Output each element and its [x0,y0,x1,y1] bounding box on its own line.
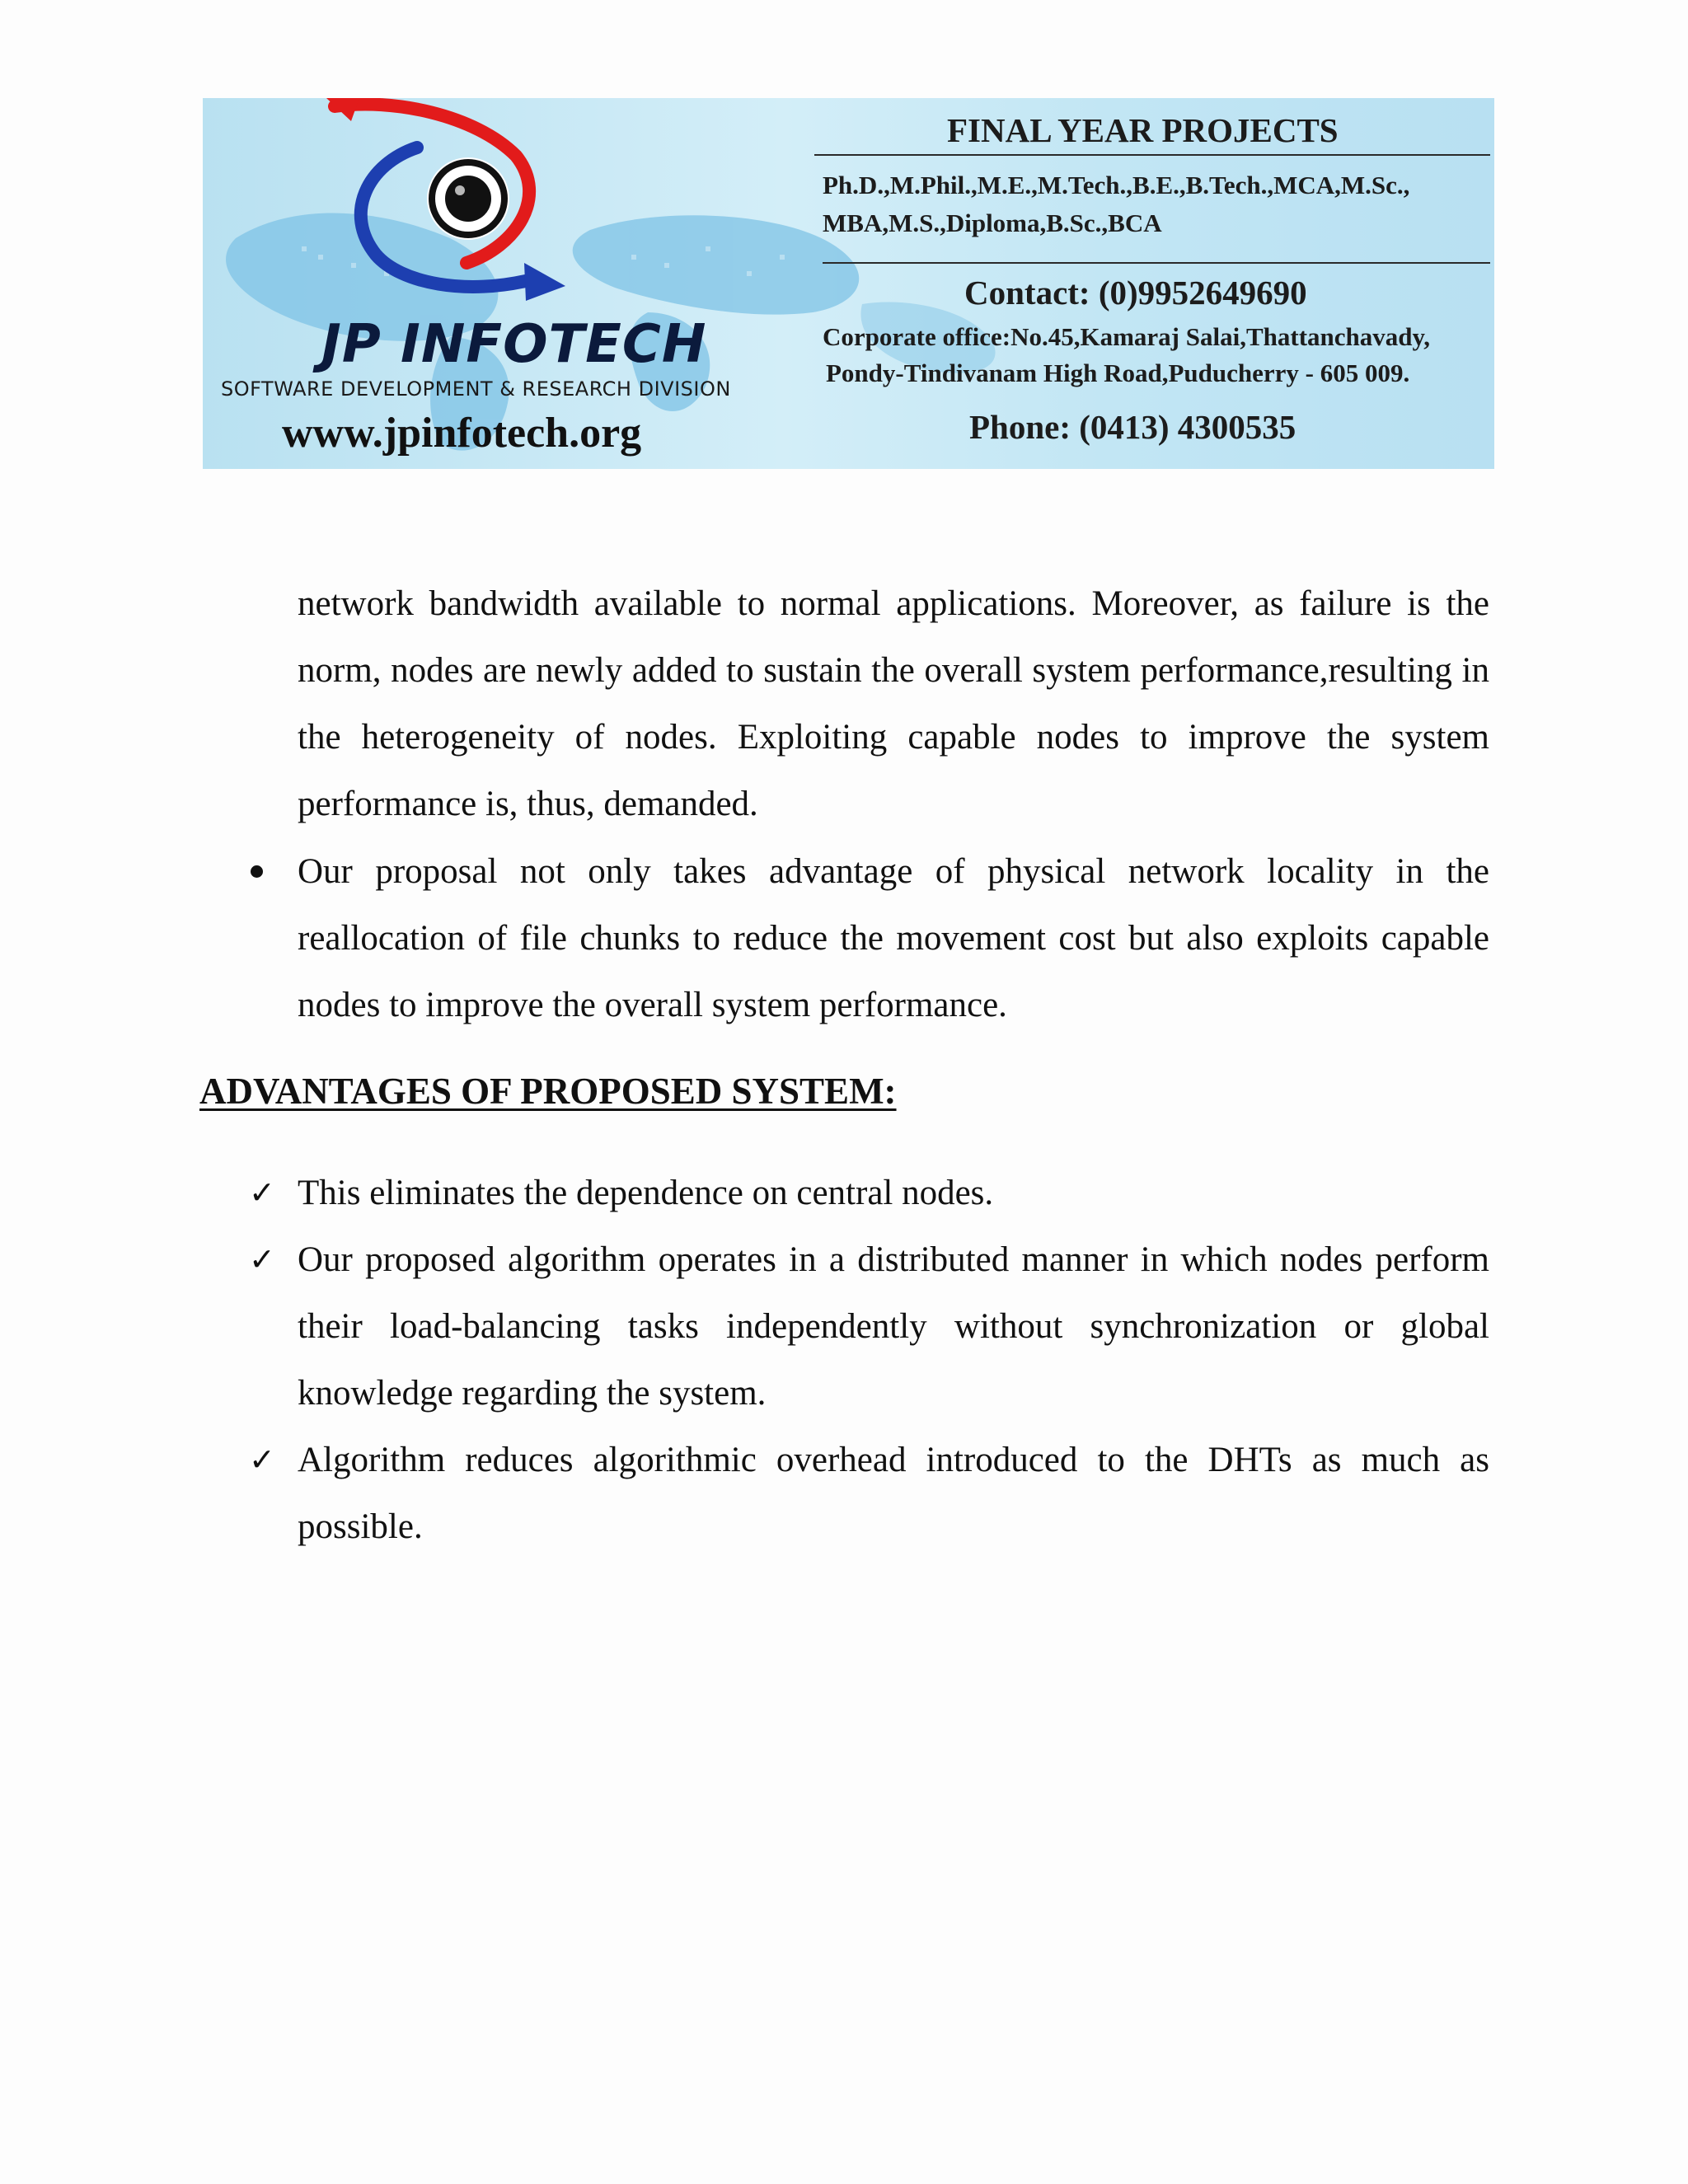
advantage-item: This eliminates the dependence on central nodes. [298,1174,994,1212]
website-link[interactable]: www.jpinfotech.org [282,410,642,457]
checkmark-icon: ✓ [249,1241,275,1277]
checkmark-icon: ✓ [249,1174,275,1211]
divider [814,154,1490,156]
logo-subtitle: SOFTWARE DEVELOPMENT & RESEARCH DIVISION [221,377,731,401]
divider [823,262,1490,264]
bullet-paragraph: Our proposal not only takes advantage of physical network locality in the reallocation of file chunks to reduce the movement cost but also exploits capable nodes to improve the overall system performance. [298,852,1489,1024]
section-heading: ADVANTAGES OF PROPOSED SYSTEM: [199,1071,897,1112]
bullet-icon [251,865,263,878]
advantage-item: Our proposed algorithm operates in a distributed manner in which nodes perform their load-balancing tasks independently without synchronization or global knowledge regarding the system. [298,1240,1489,1413]
logo-title: JP INFOTECH [321,314,707,375]
degrees-line-1: Ph.D.,M.Phil.,M.E.,M.Tech.,B.E.,B.Tech.,MCA,M.Sc., [823,171,1410,199]
advantage-item: Algorithm reduces algorithmic overhead introduced to the DHTs as much as possible. [298,1441,1489,1546]
address-line-2: Pondy-Tindivanam High Road,Puducherry - 605 009. [826,359,1410,387]
banner-heading: FINAL YEAR PROJECTS [947,111,1339,149]
contact-number: Contact: (0)9952649690 [964,274,1307,312]
phone-number: Phone: (0413) 4300535 [969,408,1296,446]
degrees-line-2: MBA,M.S.,Diploma,B.Sc.,BCA [823,209,1162,237]
header-banner [203,98,1494,469]
address-line-1: Corporate office:No.45,Kamaraj Salai,Thattanchavady, [823,322,1431,351]
continued-paragraph: network bandwidth available to normal applications. Moreover, as failure is the norm, nodes are newly added to sustain the overall system performance,resulting in the heterogeneity of nodes. Exploiting capable nodes to improve the system performance is, thus, demanded. [298,584,1489,823]
checkmark-icon: ✓ [249,1441,275,1478]
